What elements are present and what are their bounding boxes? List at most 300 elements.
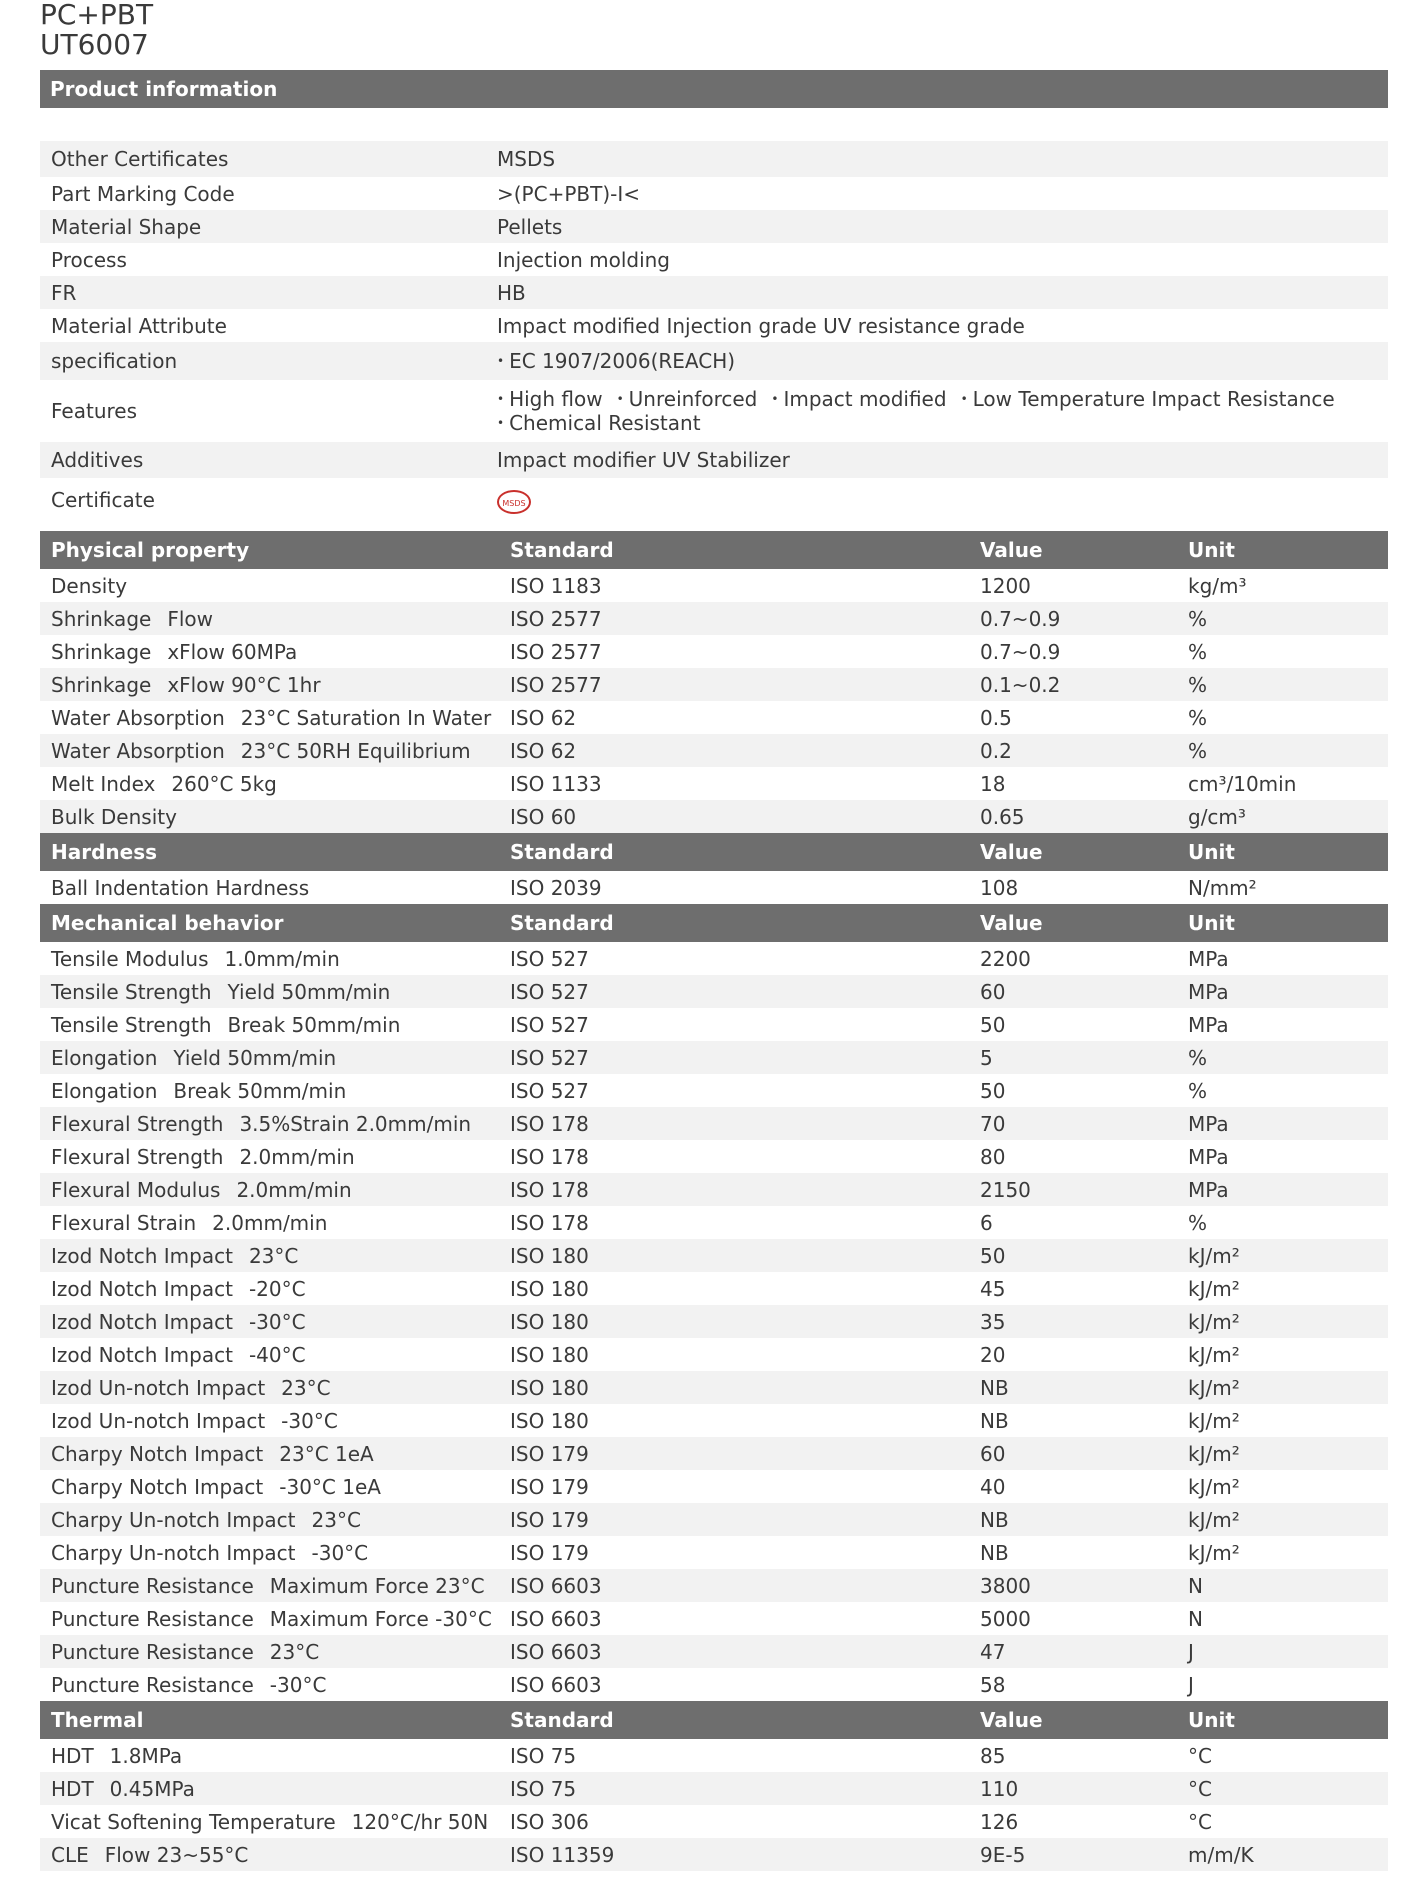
value-cell: 0.2 — [980, 738, 1012, 763]
property-name: Puncture Resistance — [51, 1672, 254, 1697]
unit-cell: cm³/10min — [1188, 771, 1297, 796]
column-header-value: Value — [980, 911, 1043, 935]
unit-cell: kJ/m² — [1188, 1441, 1240, 1466]
property-name-cell — [40, 1843, 510, 1867]
info-row — [40, 276, 1388, 309]
value-cell: 85 — [980, 1743, 1006, 1768]
table-row — [40, 1008, 1388, 1041]
unit-cell: MPa — [1188, 1177, 1229, 1202]
property-name-cell — [40, 739, 510, 763]
table-row — [40, 602, 1388, 635]
property-name-cell — [40, 1442, 510, 1466]
table-row — [40, 734, 1388, 767]
value-cell: 50 — [980, 1243, 1006, 1268]
test-condition: -20°C — [248, 1276, 306, 1301]
property-name-cell — [40, 1541, 510, 1565]
unit-cell: kJ/m² — [1188, 1309, 1240, 1334]
info-value: Impact modifier UV Stabilizer — [497, 448, 790, 472]
value-cell: 5000 — [980, 1606, 1031, 1631]
value-cell: 0.7~0.9 — [980, 606, 1061, 631]
property-name: Bulk Density — [51, 804, 177, 829]
property-name: Shrinkage — [51, 639, 152, 664]
property-name-cell — [40, 1574, 510, 1598]
unit-cell: MPa — [1188, 1111, 1229, 1136]
unit-cell: % — [1188, 738, 1208, 763]
test-condition: 23°C 50RH Equilibrium — [240, 738, 471, 763]
property-name-cell — [40, 1508, 510, 1532]
property-name: Water Absorption — [51, 705, 225, 730]
features-row — [40, 380, 1388, 442]
unit-cell: % — [1188, 1078, 1208, 1103]
table-row — [40, 1772, 1388, 1805]
table-row — [40, 1107, 1388, 1140]
test-condition: Break 50mm/min — [173, 1078, 347, 1103]
column-header-value: Value — [980, 538, 1043, 562]
property-name: Density — [51, 573, 128, 598]
value-cell: 0.1~0.2 — [980, 672, 1061, 697]
info-label: Certificate — [51, 488, 155, 512]
property-name-cell — [40, 1112, 510, 1136]
property-name-cell — [40, 1079, 510, 1103]
section-title: Mechanical behavior — [51, 911, 284, 935]
property-name: Tensile Strength — [51, 1012, 212, 1037]
unit-cell: °C — [1188, 1809, 1212, 1834]
test-condition: Maximum Force 23°C — [269, 1573, 485, 1598]
value-cell: 110 — [980, 1776, 1019, 1801]
property-name-cell — [40, 706, 510, 730]
feature-item: • High flow — [497, 387, 603, 411]
test-condition: -30°C 1eA — [279, 1474, 381, 1499]
unit-cell: g/cm³ — [1188, 804, 1246, 829]
value-cell: 45 — [980, 1276, 1006, 1301]
value-cell: 2200 — [980, 946, 1031, 971]
property-name-cell — [40, 876, 510, 900]
property-name: HDT — [51, 1743, 94, 1768]
value-cell: 50 — [980, 1012, 1006, 1037]
unit-cell: % — [1188, 606, 1208, 631]
table-row — [40, 1437, 1388, 1470]
info-label: specification — [51, 349, 178, 373]
section-header-hardness — [40, 833, 1388, 871]
property-name: Izod Notch Impact — [51, 1342, 233, 1367]
value-cell: 2150 — [980, 1177, 1031, 1202]
value-cell: 60 — [980, 979, 1006, 1004]
unit-cell: % — [1188, 1210, 1208, 1235]
info-label: Additives — [51, 448, 144, 472]
unit-cell: kJ/m² — [1188, 1342, 1240, 1367]
info-label: Material Shape — [51, 214, 202, 239]
table-row — [40, 1140, 1388, 1173]
standard-cell: ISO 6603 — [510, 1639, 602, 1664]
standard-cell: ISO 6603 — [510, 1606, 602, 1631]
table-row — [40, 1173, 1388, 1206]
standard-cell: ISO 2577 — [510, 639, 602, 664]
standard-cell: ISO 527 — [510, 1078, 589, 1103]
property-name-cell — [40, 1673, 510, 1697]
property-name: Shrinkage — [51, 606, 152, 631]
table-row — [40, 1503, 1388, 1536]
table-row — [40, 1838, 1388, 1871]
property-name: Izod Un-notch Impact — [51, 1375, 266, 1400]
section-title: Physical property — [51, 538, 250, 562]
property-name: Ball Indentation Hardness — [51, 875, 310, 900]
value-cell: 47 — [980, 1639, 1006, 1664]
test-condition: 23°C Saturation In Water — [240, 705, 492, 730]
property-name: Flexural Strain — [51, 1210, 197, 1235]
unit-cell: kJ/m² — [1188, 1243, 1240, 1268]
property-name: Tensile Strength — [51, 979, 212, 1004]
unit-cell: kJ/m² — [1188, 1276, 1240, 1301]
property-name-cell — [40, 772, 510, 796]
property-name: Puncture Resistance — [51, 1639, 254, 1664]
unit-cell: N/mm² — [1188, 875, 1257, 900]
property-name-cell — [40, 1640, 510, 1664]
standard-cell: ISO 180 — [510, 1375, 589, 1400]
unit-cell: kg/m³ — [1188, 573, 1247, 598]
info-value: HB — [497, 280, 526, 305]
standard-cell: ISO 1183 — [510, 573, 602, 598]
test-condition: 1.8MPa — [109, 1743, 183, 1768]
value-cell: 70 — [980, 1111, 1006, 1136]
info-row — [40, 309, 1388, 342]
unit-cell: % — [1188, 1045, 1208, 1070]
standard-cell: ISO 180 — [510, 1243, 589, 1268]
standard-cell: ISO 179 — [510, 1474, 589, 1499]
property-name-cell — [40, 1244, 510, 1268]
unit-cell: °C — [1188, 1743, 1212, 1768]
standard-cell: ISO 179 — [510, 1441, 589, 1466]
info-row — [40, 442, 1388, 478]
value-cell: NB — [980, 1408, 1009, 1433]
value-cell: 126 — [980, 1809, 1019, 1834]
standard-cell: ISO 11359 — [510, 1842, 615, 1867]
table-row — [40, 767, 1388, 800]
test-condition: Break 50mm/min — [227, 1012, 401, 1037]
standard-cell: ISO 75 — [510, 1743, 577, 1768]
standard-cell: ISO 62 — [510, 705, 577, 730]
info-row — [40, 141, 1388, 177]
test-condition: xFlow 90°C 1hr — [167, 672, 321, 697]
property-name-cell — [40, 947, 510, 971]
features-list — [497, 387, 1388, 435]
property-name-cell — [40, 1211, 510, 1235]
unit-cell: kJ/m² — [1188, 1408, 1240, 1433]
section-title: Thermal — [51, 1708, 144, 1732]
property-name: Charpy Notch Impact — [51, 1474, 264, 1499]
property-tables — [40, 531, 1388, 1871]
property-name-cell — [40, 640, 510, 664]
unit-cell: N — [1188, 1573, 1203, 1598]
value-cell: 5 — [980, 1045, 993, 1070]
property-name: CLE — [51, 1842, 89, 1867]
value-cell: 108 — [980, 875, 1019, 900]
table-row — [40, 569, 1388, 602]
info-label: Process — [51, 247, 127, 272]
standard-cell: ISO 2577 — [510, 606, 602, 631]
test-condition: -40°C — [248, 1342, 306, 1367]
property-name: Elongation — [51, 1078, 158, 1103]
mechanical-behavior-rows — [40, 942, 1388, 1701]
column-header-standard: Standard — [510, 840, 614, 864]
standard-cell: ISO 178 — [510, 1210, 589, 1235]
column-header-standard: Standard — [510, 911, 614, 935]
table-row — [40, 975, 1388, 1008]
property-name-cell — [40, 1376, 510, 1400]
section-header-thermal — [40, 1701, 1388, 1739]
property-name-cell — [40, 607, 510, 631]
column-header-unit: Unit — [1188, 911, 1235, 935]
unit-cell: N — [1188, 1606, 1203, 1631]
feature-item: • Chemical Resistant — [497, 411, 701, 435]
feature-item: • Low Temperature Impact Resistance — [961, 387, 1335, 411]
unit-cell: MPa — [1188, 946, 1229, 971]
table-row — [40, 1074, 1388, 1107]
property-name: Izod Notch Impact — [51, 1243, 233, 1268]
property-name: Vicat Softening Temperature — [51, 1809, 336, 1834]
test-condition: 2.0mm/min — [239, 1144, 355, 1169]
property-name: Flexural Modulus — [51, 1177, 221, 1202]
table-row — [40, 1305, 1388, 1338]
unit-cell: MPa — [1188, 1012, 1229, 1037]
test-condition: 260°C 5kg — [171, 771, 277, 796]
value-cell: 40 — [980, 1474, 1006, 1499]
property-name-cell — [40, 1013, 510, 1037]
unit-cell: J — [1188, 1672, 1194, 1697]
property-name-cell — [40, 1343, 510, 1367]
standard-cell: ISO 180 — [510, 1309, 589, 1334]
table-row — [40, 1404, 1388, 1437]
value-cell: 58 — [980, 1672, 1006, 1697]
info-row — [40, 243, 1388, 276]
column-header-value: Value — [980, 1708, 1043, 1732]
info-row — [40, 342, 1388, 380]
standard-cell: ISO 60 — [510, 804, 577, 829]
standard-cell: ISO 179 — [510, 1540, 589, 1565]
test-condition: 23°C 1eA — [279, 1441, 374, 1466]
table-row — [40, 1239, 1388, 1272]
standard-cell: ISO 180 — [510, 1408, 589, 1433]
property-name: Puncture Resistance — [51, 1606, 254, 1631]
table-row — [40, 1668, 1388, 1701]
value-cell: 0.7~0.9 — [980, 639, 1061, 664]
column-header-unit: Unit — [1188, 840, 1235, 864]
info-value: >(PC+PBT)-I< — [497, 181, 641, 206]
section-header-physical-property — [40, 531, 1388, 569]
property-name: Izod Un-notch Impact — [51, 1408, 266, 1433]
property-name-cell — [40, 805, 510, 829]
value-cell: NB — [980, 1375, 1009, 1400]
table-row — [40, 701, 1388, 734]
test-condition: 2.0mm/min — [212, 1210, 328, 1235]
info-value — [497, 349, 1388, 373]
value-cell: 3800 — [980, 1573, 1031, 1598]
property-name-cell — [40, 1277, 510, 1301]
standard-cell: ISO 178 — [510, 1177, 589, 1202]
standard-cell: ISO 6603 — [510, 1573, 602, 1598]
info-row — [40, 210, 1388, 243]
value-cell: 80 — [980, 1144, 1006, 1169]
certificate-row — [40, 478, 1388, 522]
standard-cell: ISO 2039 — [510, 875, 602, 900]
standard-cell: ISO 180 — [510, 1276, 589, 1301]
unit-cell: °C — [1188, 1776, 1212, 1801]
test-condition: Maximum Force -30°C — [269, 1606, 492, 1631]
table-row — [40, 1272, 1388, 1305]
test-condition: -30°C — [248, 1309, 306, 1334]
column-header-standard: Standard — [510, 1708, 614, 1732]
property-name-cell — [40, 1310, 510, 1334]
section-header-mechanical-behavior — [40, 904, 1388, 942]
property-name-cell — [40, 673, 510, 697]
test-condition: Flow 23~55°C — [104, 1842, 249, 1867]
property-name: Izod Notch Impact — [51, 1276, 233, 1301]
property-name: Melt Index — [51, 771, 156, 796]
standard-cell: ISO 527 — [510, 1012, 589, 1037]
info-value: Injection molding — [497, 247, 670, 272]
property-name-cell — [40, 574, 510, 598]
standard-cell: ISO 1133 — [510, 771, 602, 796]
physical-property-rows — [40, 569, 1388, 833]
standard-cell: ISO 75 — [510, 1776, 577, 1801]
hardness-rows — [40, 871, 1388, 904]
test-condition: 3.5%Strain 2.0mm/min — [239, 1111, 472, 1136]
test-condition: -30°C — [269, 1672, 327, 1697]
table-row — [40, 1602, 1388, 1635]
info-label: Part Marking Code — [51, 181, 235, 206]
property-name-cell — [40, 1145, 510, 1169]
standard-cell: ISO 180 — [510, 1342, 589, 1367]
unit-cell: MPa — [1188, 1144, 1229, 1169]
standard-cell: ISO 178 — [510, 1111, 589, 1136]
table-row — [40, 1041, 1388, 1074]
table-row — [40, 1470, 1388, 1503]
property-name-cell — [40, 1607, 510, 1631]
property-name: Flexural Strength — [51, 1144, 224, 1169]
test-condition: Flow — [167, 606, 213, 631]
test-condition: Yield 50mm/min — [227, 979, 391, 1004]
test-condition: -30°C — [311, 1540, 369, 1565]
feature-item: • Impact modified — [771, 387, 946, 411]
product-grade-title: UT6007 — [40, 28, 149, 61]
value-cell: 35 — [980, 1309, 1006, 1334]
property-name: Puncture Resistance — [51, 1573, 254, 1598]
value-cell: 50 — [980, 1078, 1006, 1103]
info-value: Impact modified Injection grade UV resistance grade — [497, 313, 1025, 338]
property-name-cell — [40, 1409, 510, 1433]
value-cell: 20 — [980, 1342, 1006, 1367]
table-row — [40, 1805, 1388, 1838]
table-row — [40, 871, 1388, 904]
table-row — [40, 800, 1388, 833]
value-cell: 60 — [980, 1441, 1006, 1466]
unit-cell: m/m/K — [1188, 1842, 1254, 1867]
section-title: Hardness — [51, 840, 158, 864]
property-name: Tensile Modulus — [51, 946, 209, 971]
value-cell: 6 — [980, 1210, 993, 1235]
property-name: Elongation — [51, 1045, 158, 1070]
table-row — [40, 942, 1388, 975]
standard-cell: ISO 2577 — [510, 672, 602, 697]
standard-cell: ISO 527 — [510, 979, 589, 1004]
property-name-cell — [40, 1744, 510, 1768]
property-name: Water Absorption — [51, 738, 225, 763]
column-header-standard: Standard — [510, 538, 614, 562]
test-condition: 23°C — [248, 1243, 299, 1268]
unit-cell: kJ/m² — [1188, 1540, 1240, 1565]
standard-cell: ISO 306 — [510, 1809, 589, 1834]
test-condition: 2.0mm/min — [236, 1177, 352, 1202]
standard-cell: ISO 178 — [510, 1144, 589, 1169]
property-name: Shrinkage — [51, 672, 152, 697]
unit-cell: kJ/m² — [1188, 1474, 1240, 1499]
test-condition: 23°C — [269, 1639, 320, 1664]
msds-certificate-badge[interactable]: MSDS — [497, 490, 531, 514]
unit-cell: % — [1188, 639, 1208, 664]
standard-cell: ISO 527 — [510, 946, 589, 971]
value-cell: NB — [980, 1507, 1009, 1532]
test-condition: -30°C — [281, 1408, 338, 1433]
info-row — [40, 177, 1388, 210]
table-row — [40, 1569, 1388, 1602]
value-cell: 9E-5 — [980, 1842, 1026, 1867]
value-cell: 0.65 — [980, 804, 1025, 829]
info-label: FR — [51, 280, 77, 305]
test-condition: 23°C — [281, 1375, 331, 1400]
property-name: Charpy Un-notch Impact — [51, 1507, 296, 1532]
property-name: Charpy Notch Impact — [51, 1441, 264, 1466]
table-row — [40, 1206, 1388, 1239]
thermal-rows — [40, 1739, 1388, 1871]
table-row — [40, 1635, 1388, 1668]
column-header-unit: Unit — [1188, 1708, 1235, 1732]
info-value: MSDS — [497, 147, 556, 171]
unit-cell: kJ/m² — [1188, 1507, 1240, 1532]
value-cell: 0.5 — [980, 705, 1012, 730]
property-name-cell — [40, 1810, 510, 1834]
table-row — [40, 1371, 1388, 1404]
property-name: Izod Notch Impact — [51, 1309, 233, 1334]
product-information-header: Product information — [40, 70, 1388, 108]
column-header-value: Value — [980, 840, 1043, 864]
table-row — [40, 668, 1388, 701]
unit-cell: MPa — [1188, 979, 1229, 1004]
property-name-cell — [40, 1777, 510, 1801]
standard-cell: ISO 6603 — [510, 1672, 602, 1697]
standard-cell: ISO 527 — [510, 1045, 589, 1070]
test-condition: 0.45MPa — [109, 1776, 195, 1801]
feature-item: • Unreinforced — [617, 387, 758, 411]
property-name-cell — [40, 1475, 510, 1499]
info-label: Other Certificates — [51, 147, 229, 171]
property-name: Flexural Strength — [51, 1111, 224, 1136]
info-value: Pellets — [497, 214, 563, 239]
unit-cell: J — [1188, 1639, 1194, 1664]
table-row — [40, 1338, 1388, 1371]
table-row — [40, 1739, 1388, 1772]
property-name: Charpy Un-notch Impact — [51, 1540, 296, 1565]
unit-cell: % — [1188, 705, 1208, 730]
test-condition: xFlow 60MPa — [167, 639, 298, 664]
table-row — [40, 635, 1388, 668]
info-label: Material Attribute — [51, 313, 227, 338]
unit-cell: % — [1188, 672, 1208, 697]
value-cell: NB — [980, 1540, 1009, 1565]
property-name-cell — [40, 1046, 510, 1070]
info-label: Features — [51, 399, 137, 423]
test-condition: 23°C — [311, 1507, 361, 1532]
property-name-cell — [40, 980, 510, 1004]
product-family-title: PC+PBT — [40, 0, 154, 31]
